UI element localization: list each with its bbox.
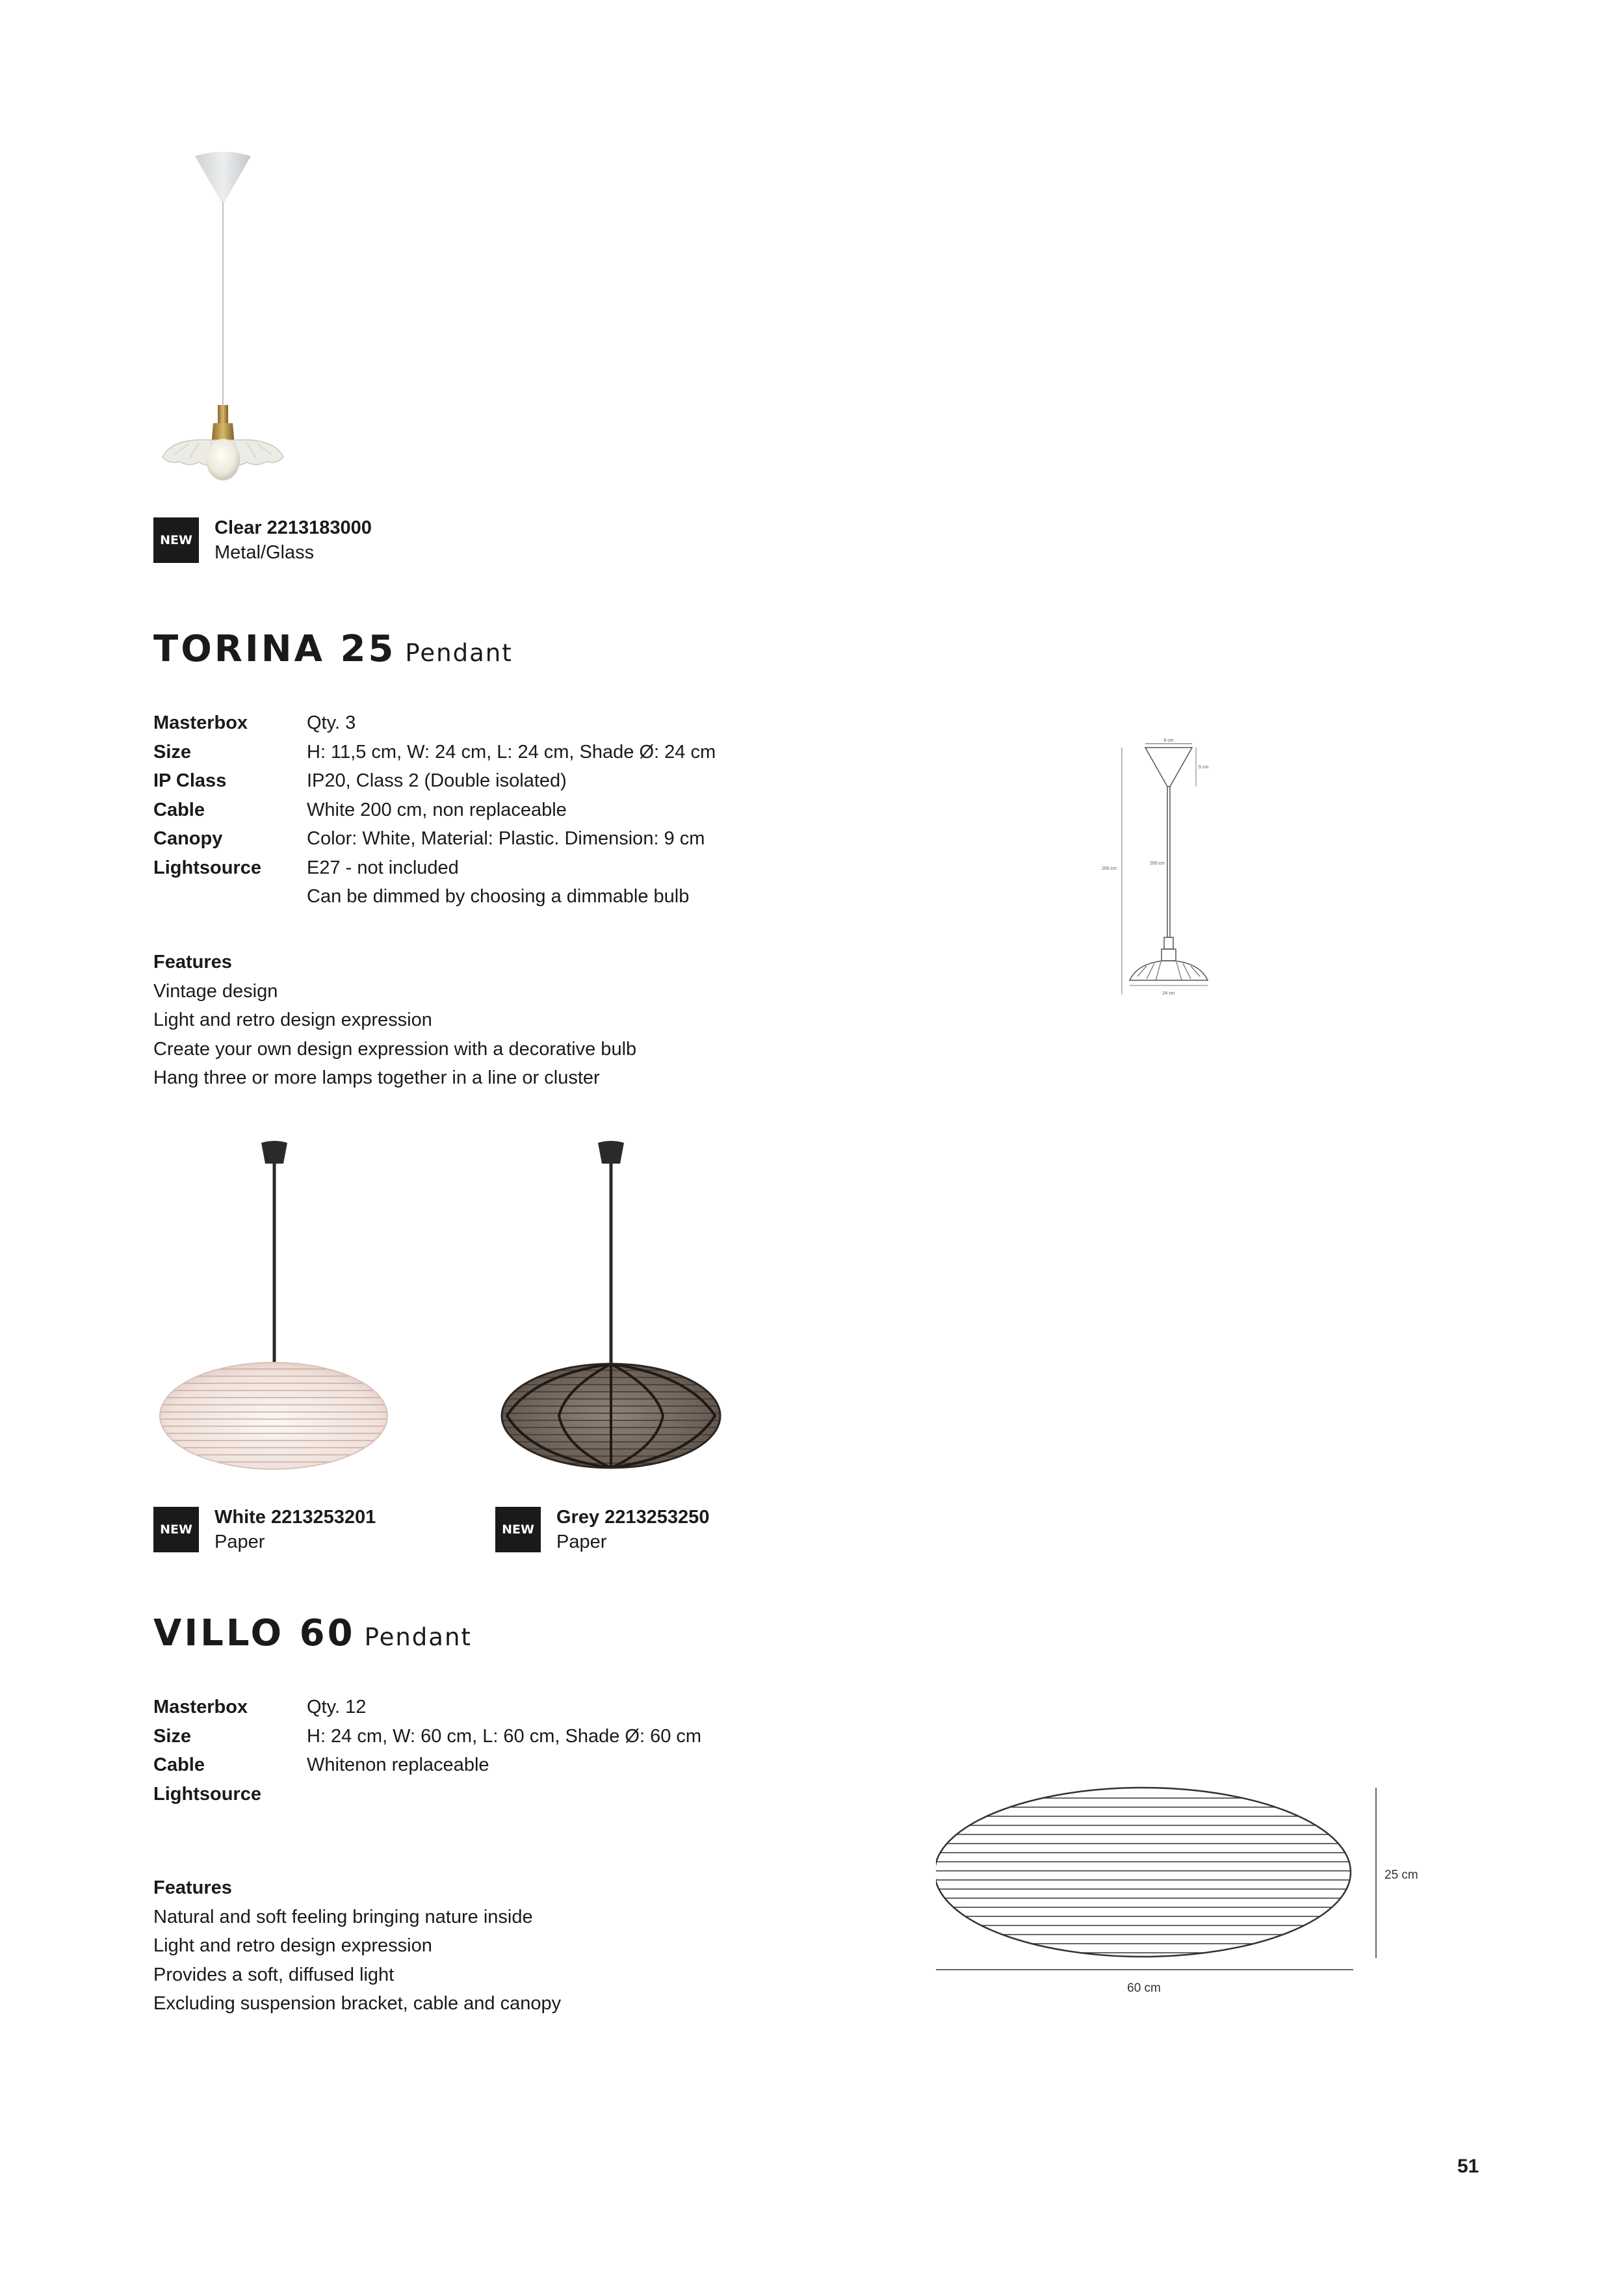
product-type: Pendant: [364, 1623, 472, 1651]
variant-name: Clear 2213183000: [214, 517, 372, 538]
spec-row-masterbox: [153, 1697, 701, 1726]
variant-material: Paper: [556, 1532, 607, 1552]
spec-label: IP Class: [153, 770, 227, 791]
spec-row-cable: [153, 1755, 701, 1784]
villo-spec-table: [153, 1697, 701, 1812]
spec-value: Qty. 12: [307, 1697, 367, 1717]
feature-item: Excluding suspension bracket, cable and canopy: [153, 1993, 562, 2014]
villo-grey-product-image: [494, 1128, 773, 1473]
villo-white-product-image: [153, 1128, 433, 1473]
spec-value: Qty. 3: [307, 712, 356, 733]
dim-label-shade: 24 cm: [1162, 991, 1175, 996]
spec-value: IP20, Class 2 (Double isolated): [307, 770, 567, 791]
spec-row-size: [153, 742, 716, 771]
feature-item: Hang three or more lamps together in a line or cluster: [153, 1067, 600, 1088]
spec-row-masterbox: [153, 712, 716, 742]
dim-label-total: 200 cm: [1102, 867, 1117, 871]
torina-technical-drawing: [1092, 735, 1235, 1008]
spec-label: Lightsource: [153, 1783, 261, 1805]
spec-row-lightsource: [153, 857, 716, 887]
torina-spec-table: [153, 712, 716, 915]
new-badge: NEW: [153, 517, 199, 563]
spec-row-size: [153, 1726, 701, 1755]
product-name: TORINA 25: [153, 628, 396, 670]
feature-item: Provides a soft, diffused light: [153, 1964, 395, 1985]
feature-item: Create your own design expression with a decorative bulb: [153, 1038, 637, 1060]
feature-item: Light and retro design expression: [153, 1010, 432, 1030]
spec-label: Size: [153, 741, 192, 763]
villo-features: [153, 1877, 561, 2022]
dim-label-canopy: 5 cm: [1199, 765, 1209, 770]
page-number: 51: [1457, 2156, 1479, 2177]
features-heading: Features: [153, 952, 232, 972]
feature-item: Light and retro design expression: [153, 1935, 432, 1956]
feature-item: Vintage design: [153, 980, 278, 1002]
dim-label-cable: 200 cm: [1150, 861, 1165, 866]
spec-label: Canopy: [153, 828, 223, 849]
spec-row-lightsource: [153, 1784, 701, 1813]
spec-row-canopy: [153, 828, 716, 857]
spec-value: Whitenon replaceable: [307, 1755, 489, 1775]
new-badge: NEW: [153, 1507, 199, 1552]
spec-value: H: 24 cm, W: 60 cm, L: 60 cm, Shade Ø: 60 cm: [307, 1725, 702, 1747]
torina-product-image: [149, 146, 299, 497]
feature-item: Natural and soft feeling bringing nature inside: [153, 1906, 533, 1927]
dim-label-top: 9 cm: [1163, 738, 1174, 743]
product-name: VILLO 60: [153, 1612, 356, 1654]
variant-material: Metal/Glass: [214, 542, 315, 563]
variant-name: Grey 2213253250: [556, 1507, 710, 1528]
spec-label: Cable: [153, 799, 205, 820]
spec-value: H: 11,5 cm, W: 24 cm, L: 24 cm, Shade Ø: 24 cm: [307, 741, 716, 763]
torina-features: [153, 952, 636, 1097]
spec-value: Color: White, Material: Plastic. Dimension: 9 cm: [307, 828, 705, 849]
spec-value: E27 - not included: [307, 857, 459, 878]
new-badge: NEW: [495, 1507, 541, 1552]
villo-title: [153, 1612, 472, 1654]
variant-material: Paper: [214, 1532, 265, 1552]
spec-row-ip-class: [153, 770, 716, 800]
spec-label: Masterbox: [153, 712, 248, 733]
spec-label: Size: [153, 1725, 192, 1747]
dim-label-width: 60 cm: [1127, 1981, 1161, 1995]
spec-label: Lightsource: [153, 857, 261, 878]
spec-row-cable: [153, 800, 716, 829]
spec-value: White 200 cm, non replaceable: [307, 799, 567, 820]
dim-label-height: 25 cm: [1384, 1868, 1418, 1882]
variant-name: White 2213253201: [214, 1507, 376, 1528]
torina-title: [153, 628, 513, 670]
spec-value: Can be dimmed by choosing a dimmable bulb: [307, 886, 690, 907]
product-type: Pendant: [405, 639, 513, 667]
spec-label: Masterbox: [153, 1697, 248, 1717]
spec-label: Cable: [153, 1755, 205, 1775]
spec-row-dimming: [153, 886, 716, 915]
features-heading: Features: [153, 1877, 232, 1898]
villo-technical-drawing: [936, 1775, 1443, 2009]
